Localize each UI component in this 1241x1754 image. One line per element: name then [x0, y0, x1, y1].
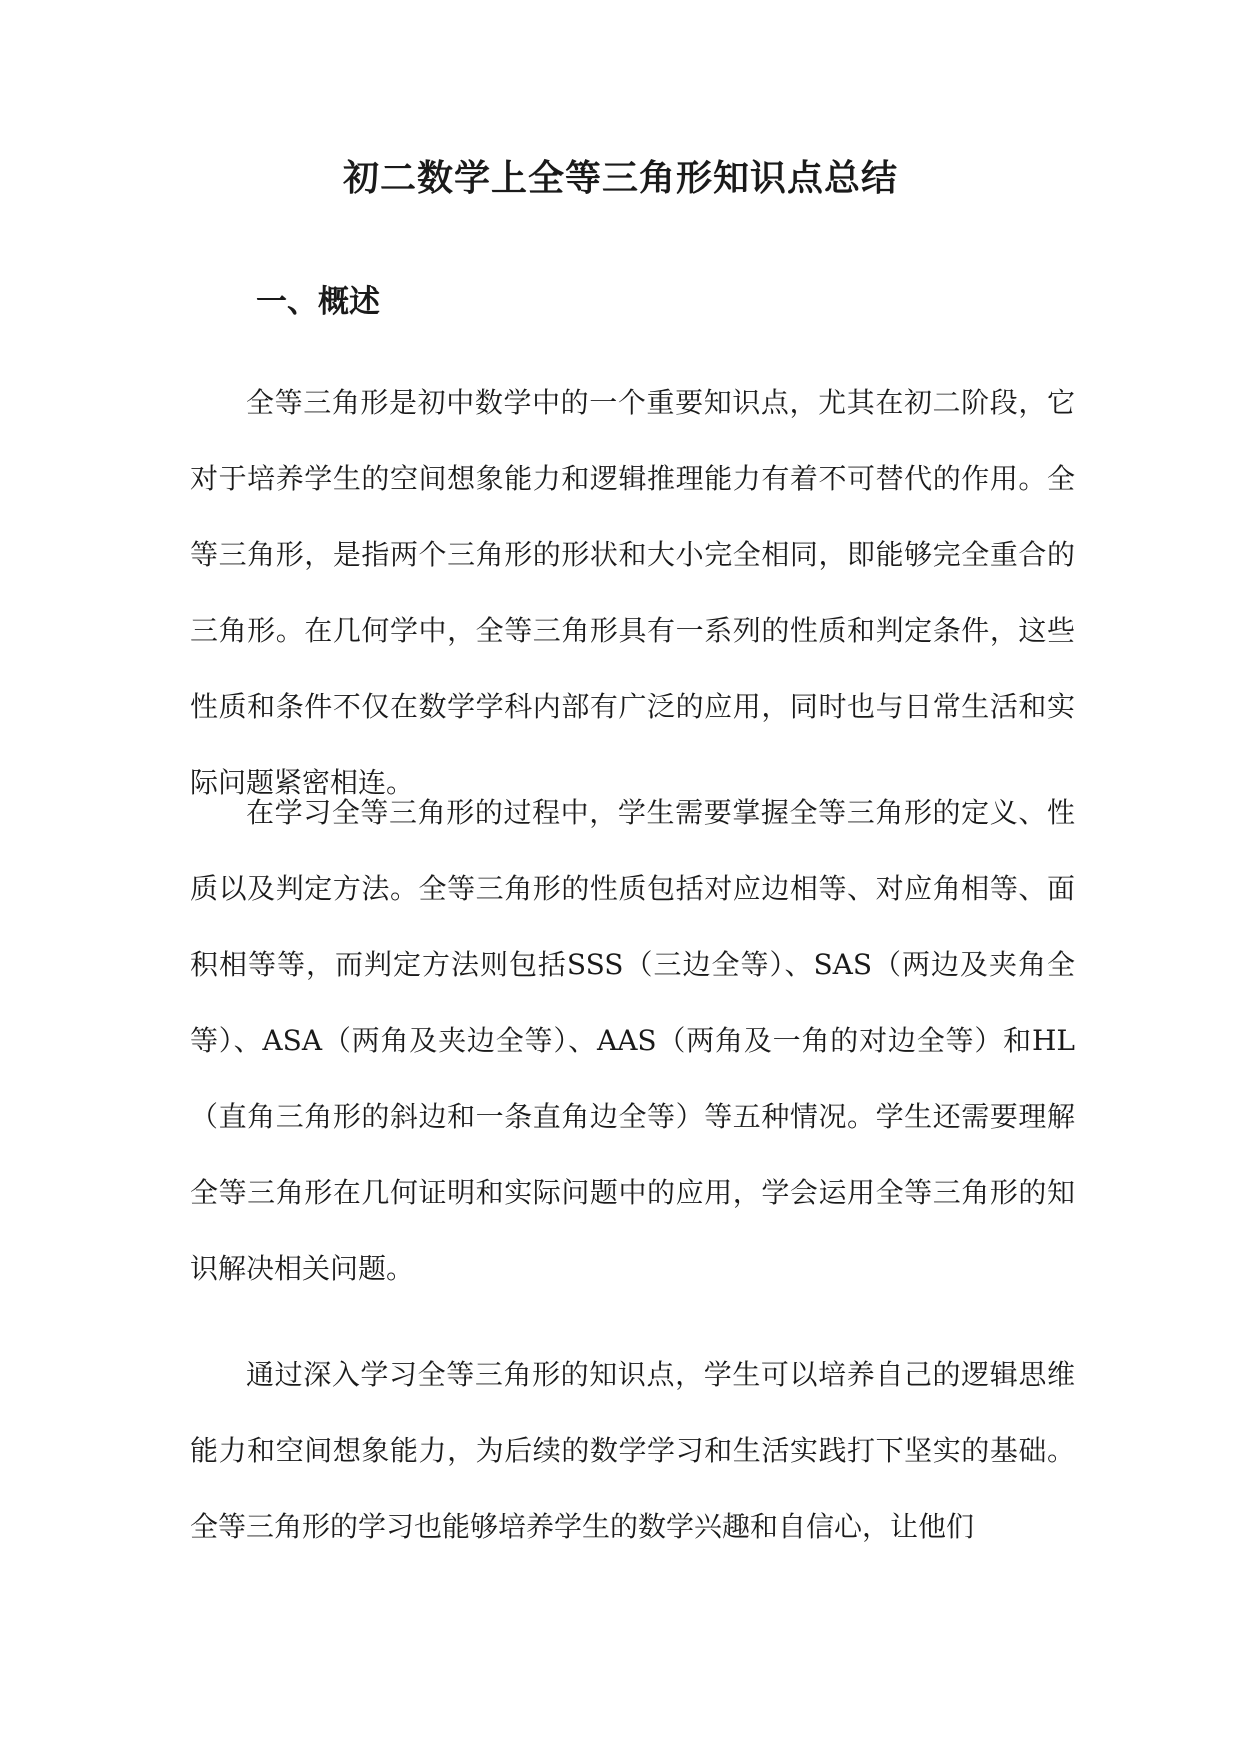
paragraph-properties-criteria: 在学习全等三角形的过程中，学生需要掌握全等三角形的定义、性质以及判定方法。全等三角形的性质包括对应边相等、对应角相等、面积相等等，而判定方法则包括SSS（三边全等）、SAS（两边及夹角全等）、ASA（两角及夹边全等）、AAS（两角及一角的对边全等）和HL（直角三角形的斜边和一条直角边全等）等五种情况。学生还需要理解全等三角形在几何证明和实际问题中的应用，学会运用全等三角形的知识解决相关问题。	[190, 796, 1075, 1285]
paragraph-definition: 全等三角形是初中数学中的一个重要知识点，尤其在初二阶段，它对于培养学生的空间想象能力和逻辑推理能力有着不可替代的作用。全等三角形，是指两个三角形的形状和大小完全相同，即能够完全重合的三角形。在几何学中，全等三角形具有一系列的性质和判定条件，这些性质和条件不仅在数学学科内部有广泛的应用，同时也与日常生活和实际问题紧密相连。	[190, 386, 1075, 799]
paragraph-benefits: 通过深入学习全等三角形的知识点，学生可以培养自己的逻辑思维能力和空间想象能力，为后续的数学学习和生活实践打下坚实的基础。全等三角形的学习也能够培养学生的数学兴趣和自信心，让他们	[190, 1358, 1075, 1543]
section-heading-overview: 一、概述	[256, 284, 380, 320]
page-title: 初二数学上全等三角形知识点总结	[342, 157, 898, 199]
